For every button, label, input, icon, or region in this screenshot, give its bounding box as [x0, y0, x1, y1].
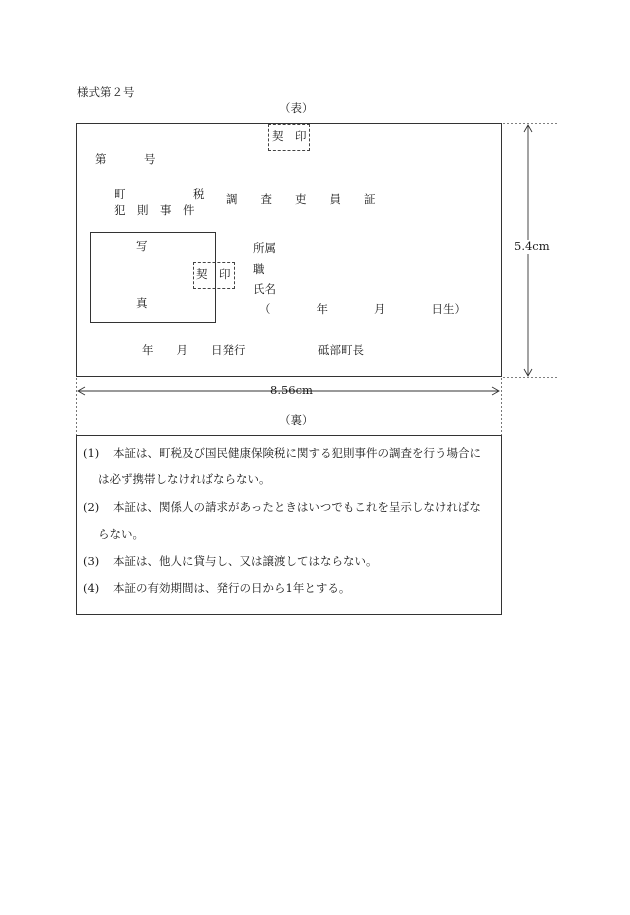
form-number: 様式第２号 — [77, 85, 135, 99]
photo-seal-label: 契 印 — [196, 267, 231, 281]
field-name: 氏名 — [253, 282, 276, 296]
birth-line: （ 年 月 日生） — [259, 302, 466, 316]
number-suffix: 号 — [144, 152, 156, 166]
note-3-line1: 本証は、他人に貸与し、又は譲渡してはならない。 — [113, 554, 378, 568]
title-main: 調 査 吏 員 証 — [226, 192, 376, 206]
field-title: 職 — [253, 262, 265, 276]
issuer: 砥部町長 — [318, 343, 364, 357]
number-prefix: 第 — [95, 152, 107, 166]
note-2-line2: らない。 — [98, 527, 144, 541]
photo-bottom-label: 真 — [136, 296, 148, 310]
note-4-line1: 本証の有効期間は、発行の日から1年とする。 — [113, 581, 351, 595]
note-1-line1: 本証は、町税及び国民健康保険税に関する犯則事件の調査を行う場合に — [113, 446, 481, 460]
note-1-line2: は必ず携帯しなければならない。 — [98, 472, 271, 486]
title-top-1: 町 — [114, 187, 126, 201]
photo-top-label: 写 — [136, 239, 148, 253]
front-label: （表） — [279, 101, 314, 115]
note-4-num: (4) — [83, 581, 100, 595]
top-seal-label: 契 印 — [272, 129, 307, 143]
note-2-line1: 本証は、関係人の請求があったときはいつでもこれを呈示しなければな — [113, 500, 481, 514]
issue-date: 年 月 日発行 — [142, 343, 246, 357]
field-affiliation: 所属 — [253, 241, 276, 255]
title-top-2: 税 — [193, 187, 205, 201]
note-3-num: (3) — [83, 554, 100, 568]
width-label: 8.56cm — [270, 383, 313, 397]
note-2-num: (2) — [83, 500, 100, 514]
height-label: 5.4cm — [514, 239, 550, 253]
title-bottom: 犯 則 事 件 — [114, 203, 195, 217]
back-label: （裏） — [279, 413, 314, 427]
note-1-num: (1) — [83, 446, 100, 460]
